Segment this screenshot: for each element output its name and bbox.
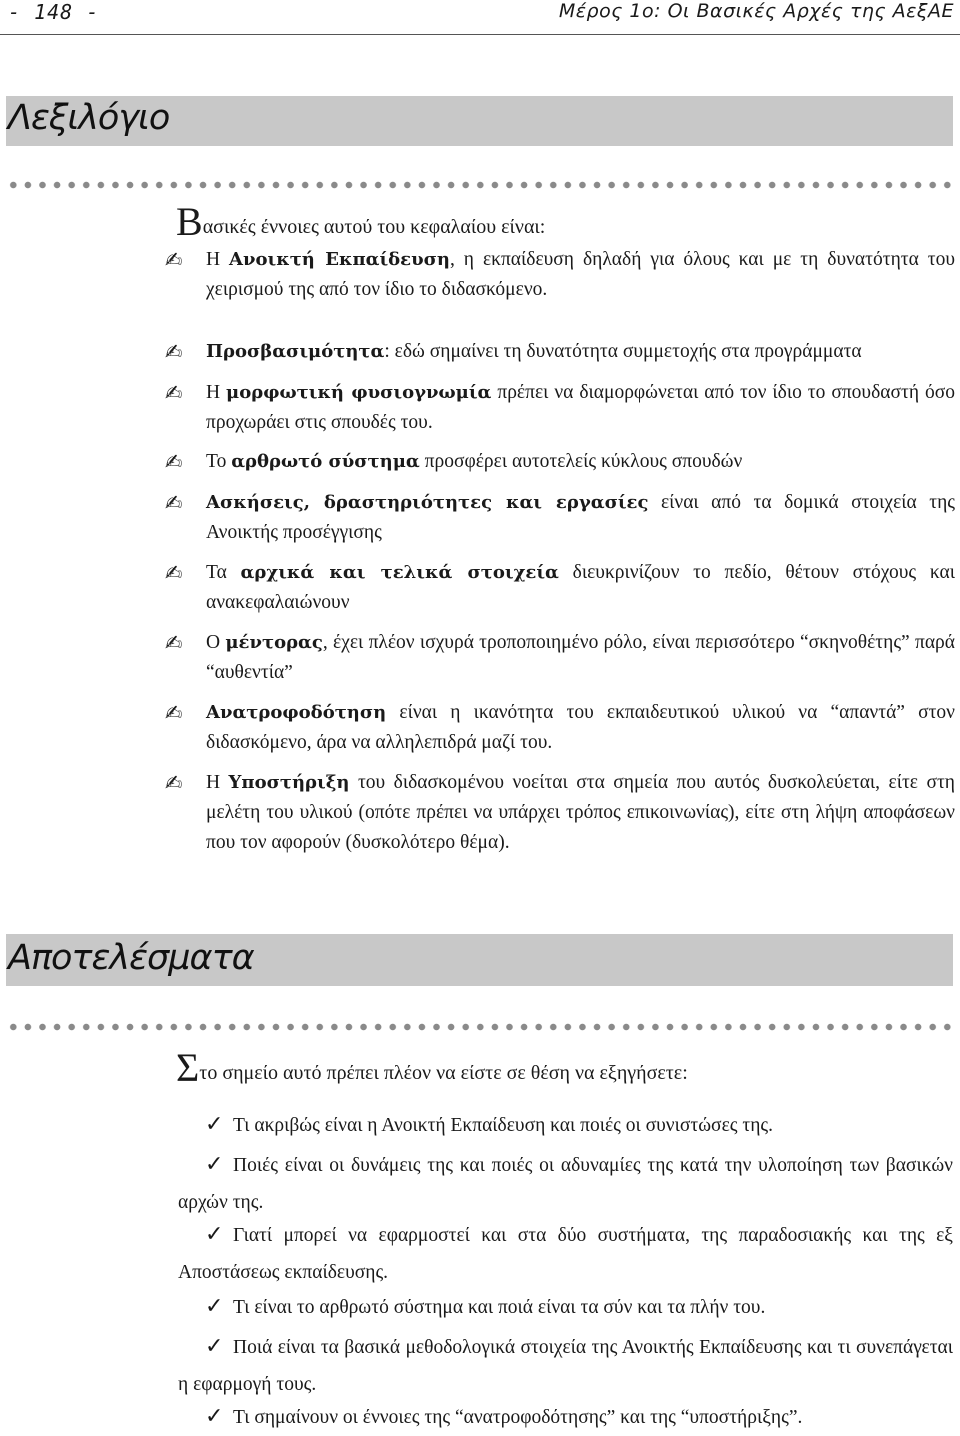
results-title: Αποτελέσματα bbox=[8, 938, 254, 978]
writing-hand-icon: ✍ bbox=[165, 248, 183, 272]
term: Ασκήσεις, δραστηριότητες και εργασίες bbox=[206, 492, 649, 513]
check-mark-icon: ✓ bbox=[205, 1294, 224, 1319]
term: Ανατροφοδότηση bbox=[206, 702, 387, 723]
term: Προσβασιμότητα bbox=[206, 341, 385, 362]
term: μορφωτική φυσιογνωμία bbox=[226, 382, 492, 403]
dotted-divider bbox=[6, 180, 954, 190]
glossary-title: Λεξιλόγιο bbox=[8, 98, 170, 138]
writing-hand-icon: ✍ bbox=[165, 631, 183, 655]
writing-hand-icon: ✍ bbox=[165, 491, 183, 515]
objective-item: ✓ Τι είναι το αρθρωτό σύστημα και ποιά είναι τα σύν και τα πλήν του. bbox=[178, 1288, 953, 1326]
objective-item: ✓ Γιατί μπορεί να εφαρμοστεί και στα δύο συστήματα, της παραδοσιακής και της εξ Αποστάσεως εκπαίδευσης. bbox=[178, 1216, 953, 1291]
term: Ανοικτή Εκπαίδευση bbox=[229, 249, 450, 270]
running-header bbox=[0, 0, 960, 40]
writing-hand-icon: ✍ bbox=[165, 340, 183, 364]
objective-item: ✓ Ποιές είναι οι δυνάμεις της και ποιές οι αδυναμίες της κατά την υλοποίηση των βασικών αρχών της. bbox=[178, 1146, 953, 1221]
intro-text: το σημείο αυτό πρέπει πλέον να είστε σε θέση να εξηγήσετε: bbox=[199, 1062, 688, 1084]
glossary-title-bar bbox=[6, 96, 953, 146]
glossary-intro bbox=[176, 199, 546, 244]
objective-item: ✓ Ποιά είναι τα βασικά μεθοδολογικά στοιχεία της Ανοικτής Εκπαίδευσης και τι συνεπάγεται η εφαρμογή τους. bbox=[178, 1328, 953, 1403]
objective-item: ✓ Τι σημαίνουν οι έννοιες της “ανατροφοδότησης” και της “υποστήριξης”. bbox=[178, 1398, 953, 1436]
results-title-bar bbox=[6, 934, 953, 986]
check-mark-icon: ✓ bbox=[205, 1152, 224, 1177]
header-rule bbox=[0, 34, 960, 35]
check-mark-icon: ✓ bbox=[205, 1222, 224, 1247]
running-title: Μέρος 1ο: Οι Βασικές Αρχές της ΑεξΑΕ bbox=[558, 0, 954, 22]
intro-text: ασικές έννοιες αυτού του κεφαλαίου είναι: bbox=[202, 216, 546, 238]
term: αρχικά και τελικά στοιχεία bbox=[240, 562, 559, 583]
page-number: - 148 - bbox=[8, 0, 100, 24]
writing-hand-icon: ✍ bbox=[165, 701, 183, 725]
writing-hand-icon: ✍ bbox=[165, 561, 183, 585]
results-intro bbox=[176, 1045, 688, 1090]
objective-item: ✓ Τι ακριβώς είναι η Ανοικτή Εκπαίδευση και ποιές οι συνιστώσες της. bbox=[178, 1106, 953, 1144]
term: μέντορας bbox=[225, 632, 323, 653]
term: αρθρωτό σύστημα bbox=[231, 451, 420, 472]
term: Υποστήριξη bbox=[228, 772, 350, 793]
drop-initial: Β bbox=[176, 199, 203, 244]
drop-initial: Σ bbox=[176, 1045, 200, 1090]
check-mark-icon: ✓ bbox=[205, 1112, 224, 1137]
writing-hand-icon: ✍ bbox=[165, 450, 183, 474]
writing-hand-icon: ✍ bbox=[165, 771, 183, 795]
dotted-divider bbox=[6, 1022, 954, 1032]
writing-hand-icon: ✍ bbox=[165, 381, 183, 405]
check-mark-icon: ✓ bbox=[205, 1404, 224, 1429]
check-mark-icon: ✓ bbox=[205, 1334, 224, 1359]
